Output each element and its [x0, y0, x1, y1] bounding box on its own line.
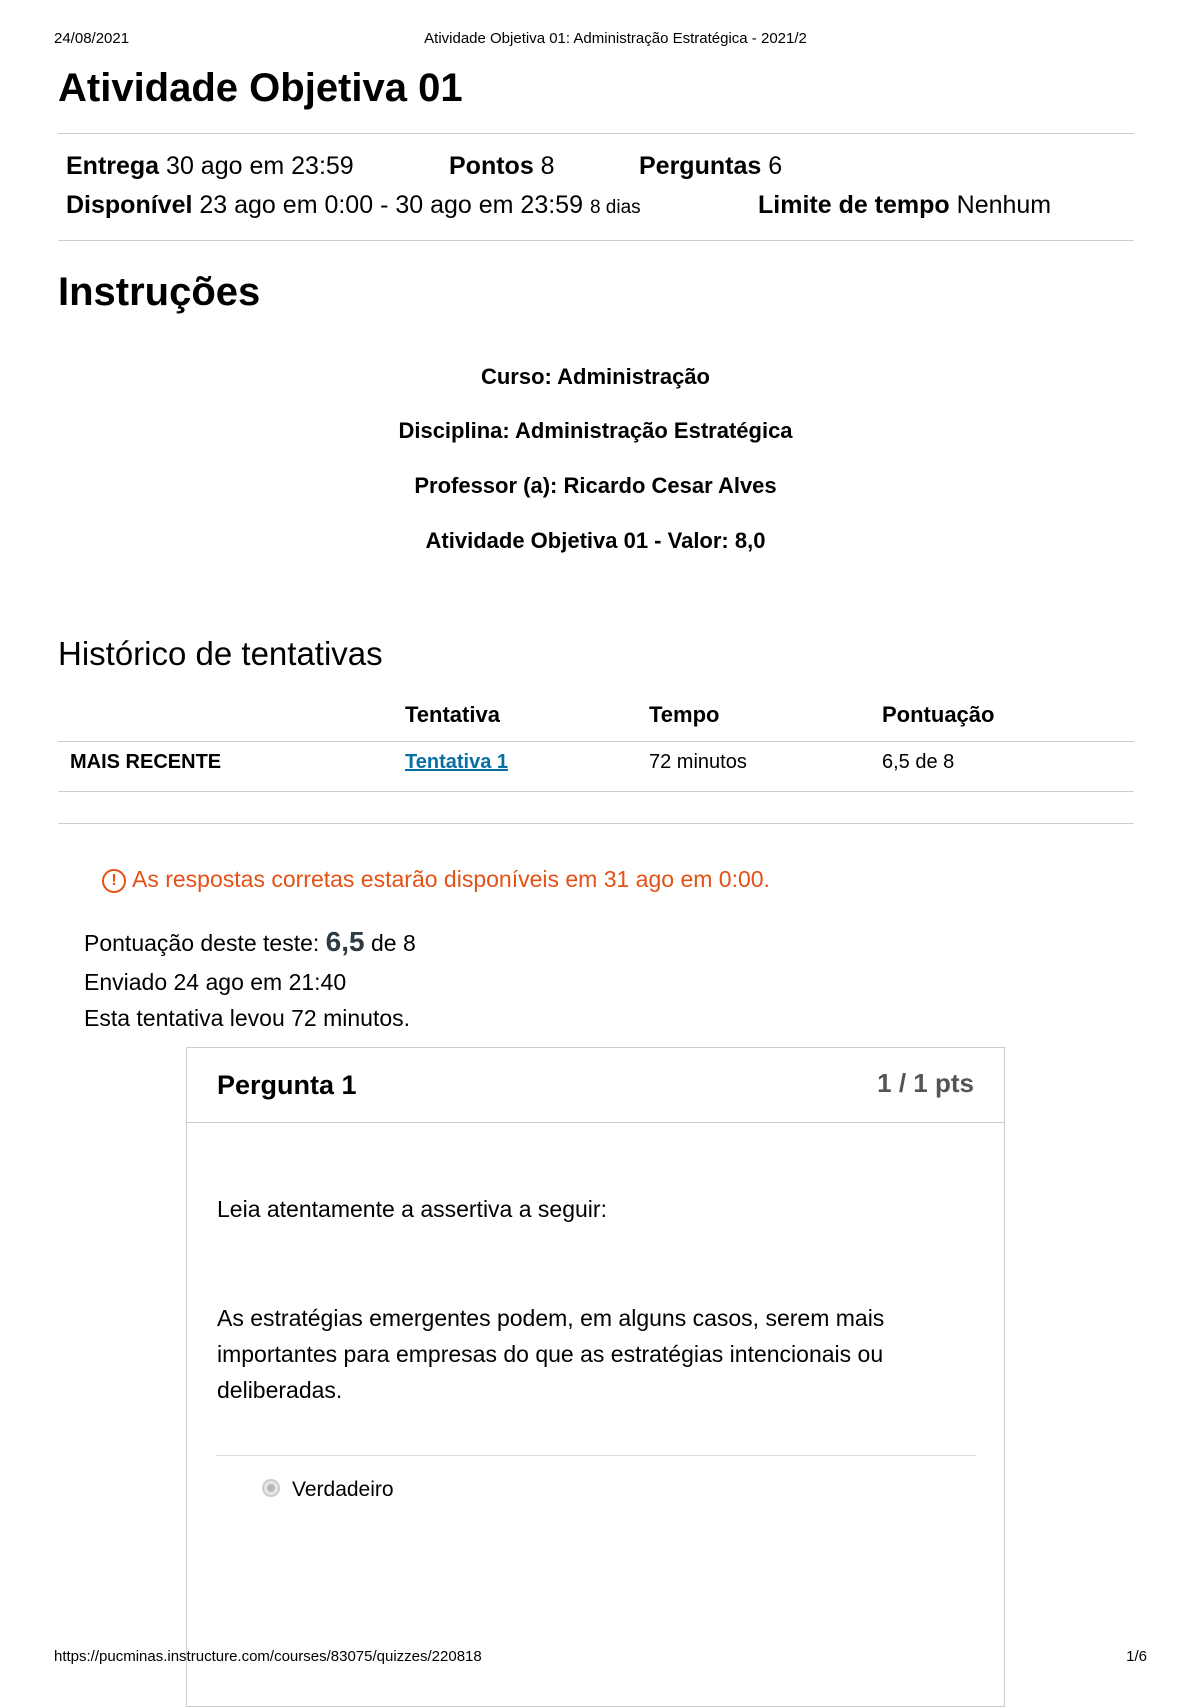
- instruction-line: Professor (a): Ricardo Cesar Alves: [414, 473, 777, 498]
- quiz-title: Atividade Objetiva 01: [58, 66, 463, 110]
- question-points: 1 / 1 pts: [877, 1068, 974, 1098]
- row-attempt-cell: [405, 751, 508, 774]
- instructions-heading: Instruções: [58, 270, 261, 314]
- instruction-line: Disciplina: Administração Estratégica: [398, 418, 793, 443]
- column-header-time: Tempo: [649, 702, 720, 727]
- entrega-value: 30 ago em 23:59: [166, 152, 354, 180]
- attempt-link[interactable]: Tentativa 1: [405, 751, 508, 773]
- divider: [58, 240, 1134, 241]
- instruction-line: Curso: Administração: [480, 364, 710, 389]
- row-score: 6,5 de 8: [882, 751, 955, 773]
- score-value: 6,5: [325, 926, 365, 957]
- table-header-divider: [58, 741, 1134, 742]
- print-url: https://pucminas.instructure.com/courses/83075/quizzes/220818: [54, 1648, 482, 1665]
- detail-pontos: [449, 152, 555, 181]
- score-summary: [84, 926, 416, 958]
- answer-label: Verdadeiro: [292, 1478, 394, 1501]
- print-page-number: 1/6: [1126, 1648, 1147, 1665]
- history-heading: Histórico de tentativas: [58, 635, 383, 672]
- pontos-value: 8: [540, 152, 555, 180]
- limite-value: Nenhum: [956, 191, 1052, 219]
- divider: [58, 823, 1134, 824]
- divider: [58, 133, 1134, 134]
- attempt-duration: Esta tentativa levou 72 minutos.: [84, 1005, 411, 1031]
- row-status: MAIS RECENTE: [70, 751, 222, 773]
- row-time: 72 minutos: [649, 751, 747, 773]
- detail-perguntas: [639, 152, 782, 181]
- answer-option[interactable]: [262, 1478, 394, 1502]
- detail-disponivel: [66, 191, 641, 220]
- print-page-title: Atividade Objetiva 01: Administração Estratégica - 2021/2: [424, 30, 807, 47]
- score-total: de 8: [371, 930, 416, 956]
- notice-text: As respostas corretas estarão disponíveis em 31 ago em 0:00.: [132, 866, 770, 892]
- radio-icon[interactable]: [262, 1479, 280, 1497]
- question-name: Pergunta 1: [217, 1070, 357, 1100]
- question-prompt: Leia atentamente a assertiva a seguir:: [217, 1196, 607, 1222]
- table-row-divider: [58, 791, 1134, 792]
- answers-divider: [216, 1455, 976, 1456]
- instruction-line: Atividade Objetiva 01 - Valor: 8,0: [425, 528, 766, 553]
- disponivel-label: Disponível: [66, 191, 193, 219]
- score-label: Pontuação deste teste:: [84, 930, 320, 956]
- limite-label: Limite de tempo: [758, 191, 950, 219]
- question-statement: As estratégias emergentes podem, em alguns casos, serem mais importantes para empresas do que as estratégias intencionais ou deliberadas.: [217, 1305, 885, 1403]
- entrega-label: Entrega: [66, 152, 160, 180]
- column-header-attempt: Tentativa: [405, 702, 500, 727]
- question-header: [187, 1048, 1004, 1123]
- detail-limite: [758, 191, 1051, 220]
- column-header-score: Pontuação: [882, 702, 995, 727]
- perguntas-label: Perguntas: [639, 152, 762, 180]
- pontos-label: Pontos: [449, 152, 534, 180]
- detail-entrega: [66, 152, 354, 181]
- disponivel-value: 23 ago em 0:00 - 30 ago em 23:59: [199, 191, 583, 219]
- answers-notice: [102, 866, 770, 893]
- warning-circle-icon: !: [102, 869, 126, 893]
- question-card: [186, 1047, 1005, 1707]
- disponivel-days: 8 dias: [589, 197, 641, 218]
- perguntas-value: 6: [768, 152, 783, 180]
- print-date: 24/08/2021: [54, 30, 130, 47]
- submitted-time: Enviado 24 ago em 21:40: [84, 969, 347, 995]
